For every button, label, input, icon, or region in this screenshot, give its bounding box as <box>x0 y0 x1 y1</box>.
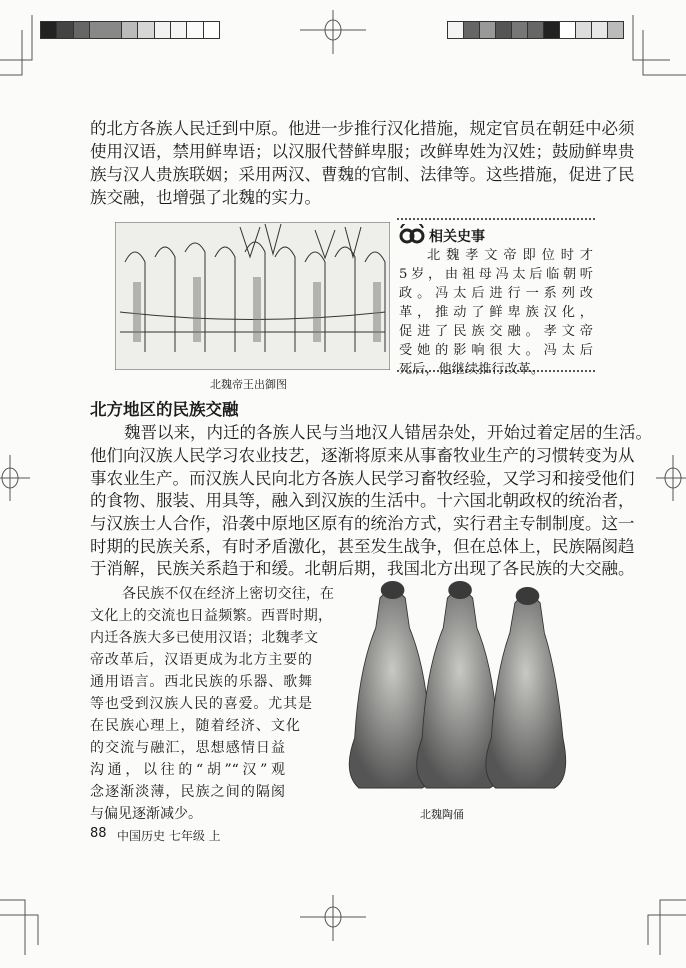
text-line: 与偏见逐渐减少。 <box>90 806 202 822</box>
page-number: 88 <box>90 826 107 841</box>
procession-illustration <box>115 222 390 370</box>
sidebar-line: 5岁，由祖母冯太后临朝听 <box>399 267 593 282</box>
registration-mark-right <box>656 455 686 501</box>
figure-caption: 北魏陶俑 <box>420 808 464 821</box>
sidebar-line: 促进了民族交融。孝文帝 <box>399 324 593 339</box>
sidebar-line: 受她的影响很大。冯太后 <box>399 343 593 358</box>
section-heading: 北方地区的民族交融 <box>90 400 239 419</box>
text-line: 族交融，也增强了北魏的实力。 <box>90 188 321 207</box>
crop-mark-bottom-left <box>0 885 40 955</box>
text-line: 于消解，民族关系趋于和缓。北朝后期，我国北方出现了各民族的大交融。 <box>90 559 635 578</box>
figure-caption: 北魏帝王出御图 <box>210 378 287 391</box>
text-line: 内迁各族大多已使用汉语；北魏孝文 <box>90 630 318 646</box>
text-line: 在民族心理上，随着经济、文化 <box>90 718 300 734</box>
crop-mark-top-left <box>0 15 36 77</box>
text-line: 文化上的交流也日益频繁。西晋时期， <box>90 608 332 624</box>
sidebar-line: 北魏孝文帝即位时才 <box>427 248 593 263</box>
text-line: 等也受到汉族人民的喜爱。尤其是 <box>90 696 312 712</box>
text-line: 帝改革后，汉语更成为北方主要的 <box>90 652 312 668</box>
sidebar-line: 死后，他继续推行改革。 <box>399 362 545 377</box>
text-line: 魏晋以来，内迁的各族人民与当地汉人错居杂处，开始过着定居的生活。 <box>124 423 652 442</box>
sidebar-title: 相关史事 <box>429 229 485 245</box>
text-line: 时期的民族关系，有时矛盾激化，甚至发生战争，但在总体上，民族隔阂趋 <box>90 537 635 556</box>
registration-mark-bottom <box>300 895 366 941</box>
pottery-figurines-photo <box>342 578 568 790</box>
text-line: 的交流与融汇，思想感情日益 <box>90 740 285 756</box>
related-history-icon <box>399 224 425 248</box>
color-calibration-bar-right <box>447 21 624 39</box>
text-line: 事农业生产。而汉族人民向北方各族人民学习畜牧经验，又学习和接受他们 <box>90 469 635 488</box>
related-history-sidebar <box>397 218 595 377</box>
text-line: 通用语言。西北民族的乐器、歌舞 <box>90 674 312 690</box>
book-title: 中国历史 七年级 上 <box>117 829 221 843</box>
registration-mark-left <box>0 455 30 501</box>
text-line: 的食物、服装、用具等，融入到汉族的生活中。十六国北朝政权的统治者， <box>90 491 635 510</box>
sidebar-line: 革，推动了鲜卑族汉化， <box>399 305 593 320</box>
text-line: 各民族不仅在经济上密切交往，在 <box>122 586 334 602</box>
text-line: 念逐渐淡薄，民族之间的隔阂 <box>90 784 285 800</box>
color-calibration-bar-left <box>40 21 220 39</box>
text-line: 使用汉语，禁用鲜卑语；以汉服代替鲜卑服；改鲜卑姓为汉姓；鼓励鲜卑贵 <box>90 142 635 161</box>
text-line: 与汉族士人合作，沿袭中原地区原有的统治方式，实行君主专制制度。这一 <box>90 514 635 533</box>
text-line: 他们向汉族人民学习农业技艺，逐渐将原来从事畜牧业生产的习惯转变为从 <box>90 446 635 465</box>
text-line: 族与汉人贵族联姻；采用两汉、曹魏的官制、法律等。这些措施，促进了民 <box>90 165 635 184</box>
crop-mark-top-right <box>630 15 686 77</box>
crop-mark-bottom-right <box>640 885 686 955</box>
registration-mark-top <box>300 10 366 54</box>
text-line: 的北方各族人民迁到中原。他进一步推行汉化措施，规定官员在朝廷中必须 <box>90 119 635 138</box>
sidebar-line: 政。冯太后进行一系列改 <box>399 286 593 301</box>
text-line: 沟通，以往的“胡”“汉”观 <box>90 762 285 778</box>
